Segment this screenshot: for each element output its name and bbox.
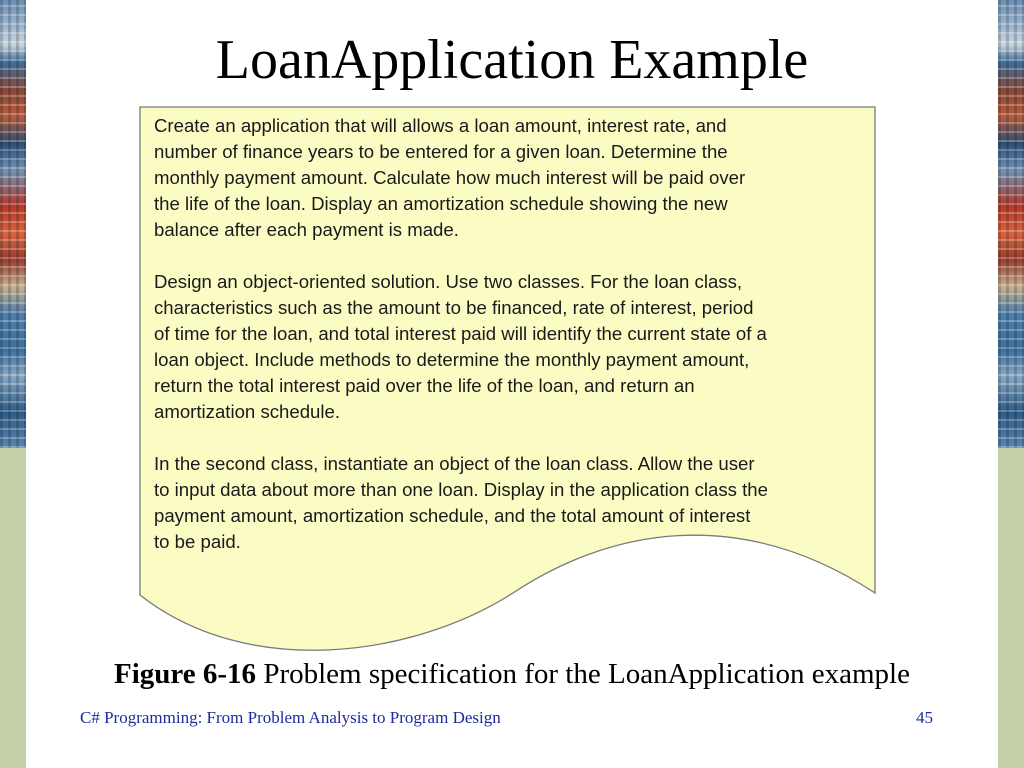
figure-label: Figure 6-16	[114, 658, 257, 690]
spec-paragraph-2: Design an object-oriented solution. Use two classes. For the loan class, characteristics such as the amount to be financed, rate of interest, period of time for the loan, and total interest paid will identify the current state of a loan object. Include methods to determine the monthly payment amount, return the total interest paid over the life of the loan, and return an amortization schedule.	[154, 271, 767, 422]
strip-green-band	[998, 448, 1024, 768]
strip-green-band	[0, 448, 26, 768]
figure-caption	[0, 658, 1024, 691]
left-decorative-strip	[0, 0, 26, 768]
spec-paragraph-3: In the second class, instantiate an object of the loan class. Allow the user to input data about more than one loan. Display in the application class the payment amount, amortization schedule, and the total amount of interest to be paid.	[154, 453, 768, 552]
figure-caption-text: Problem specification for the LoanApplication example	[256, 658, 910, 690]
spec-paragraph-1: Create an application that will allows a loan amount, interest rate, and number of finance years to be entered for a given loan. Determine the monthly payment amount. Calculate how much interest will be paid over the life of the loan. Display an amortization schedule showing the new balance after each payment is made.	[154, 115, 746, 240]
problem-specification-text	[154, 113, 876, 555]
slide-title: LoanApplication Example	[215, 29, 809, 91]
right-decorative-strip	[998, 0, 1024, 768]
footer-book-title: C# Programming: From Problem Analysis to Program Design	[80, 708, 501, 727]
page-number: 45	[916, 708, 933, 727]
